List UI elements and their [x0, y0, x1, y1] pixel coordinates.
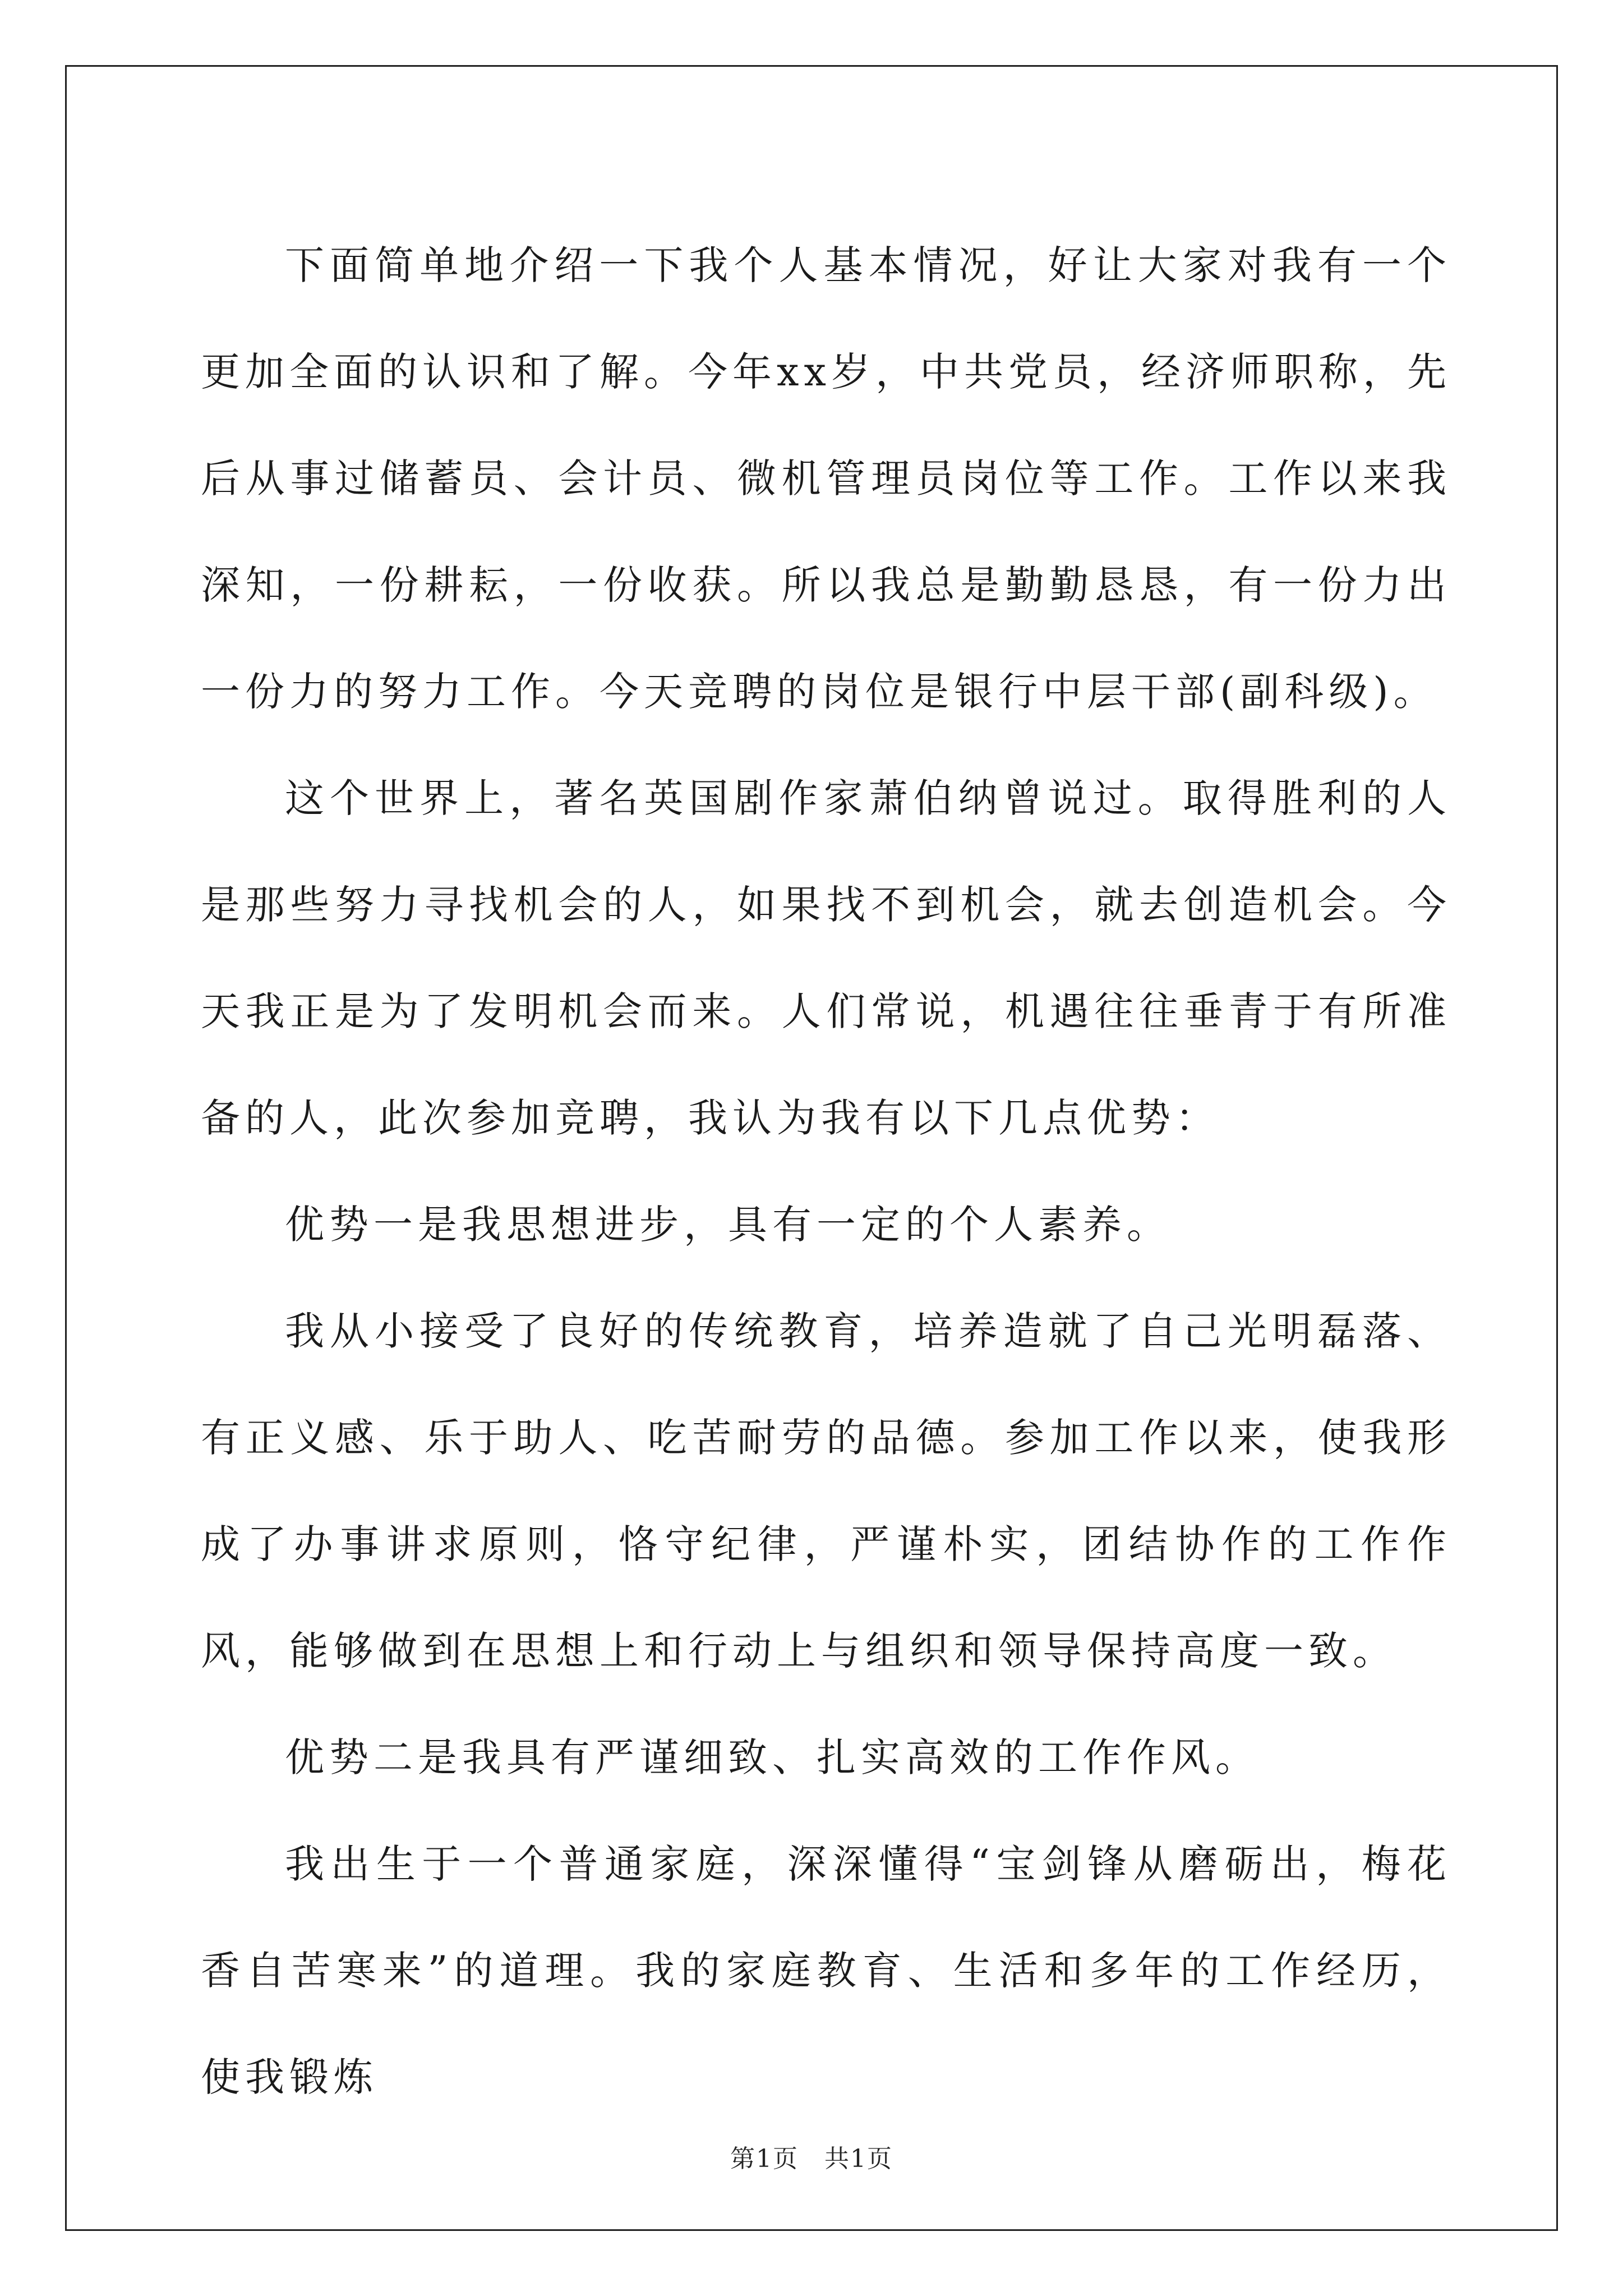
- paragraph-2: 这个世界上，著名英国剧作家萧伯纳曾说过。取得胜利的人是那些努力寻找机会的人，如果找不到机会，就去创造机会。今天我正是为了发明机会而来。人们常说，机遇往往垂青于有所准备的人，此次参加竞聘，我认为我有以下几点优势：: [201, 775, 1451, 1141]
- paragraph-5: 优势二是我具有严谨细致、扎实高效的工作作风。: [285, 1734, 1260, 1780]
- paragraph-1: 下面简单地介绍一下我个人基本情况，好让大家对我有一个更加全面的认识和了解。今年xx岁，中共党员，经济师职称，先后从事过储蓄员、会计员、微机管理员岗位等工作。工作以来我深知，一份耕耘，一份收获。所以我总是勤勤恳恳，有一份力出一份力的努力工作。今天竞聘的岗位是银行中层干部(副科级)。: [201, 242, 1451, 715]
- paragraph-3: 优势一是我思想进步，具有一定的个人素养。: [285, 1202, 1171, 1248]
- paragraph-6: 我出生于一个普通家庭，深深懂得“宝剑锋从磨砺出，梅花香自苦寒来”的道理。我的家庭教育、生活和多年的工作经历，使我锻炼: [201, 1841, 1451, 2100]
- page-number-footer: 第1页 共1页: [730, 2145, 893, 2173]
- document-body: [201, 212, 1451, 2131]
- paragraph-4: 我从小接受了良好的传统教育，培养造就了自己光明磊落、有正义感、乐于助人、吃苦耐劳的品德。参加工作以来，使我形成了办事讲求原则，恪守纪律，严谨朴实，团结协作的工作作风，能够做到在思想上和行动上与组织和领导保持高度一致。: [201, 1308, 1451, 1674]
